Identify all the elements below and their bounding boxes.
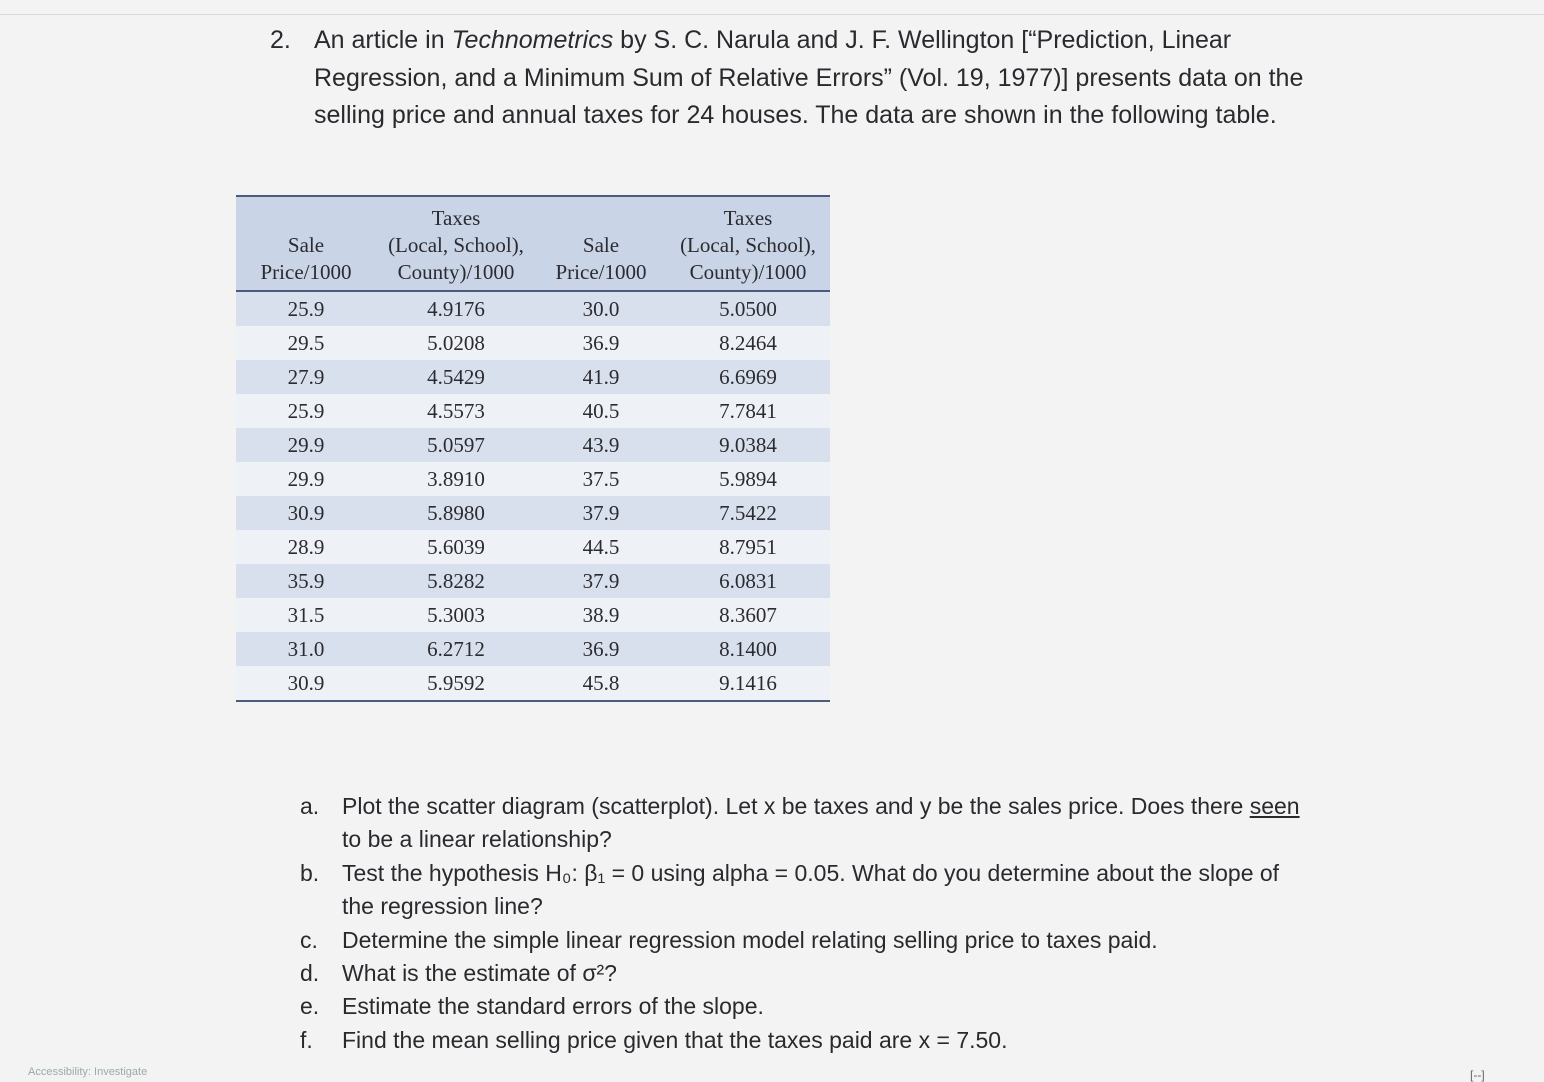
table-cell: 6.0831 bbox=[719, 568, 777, 593]
question-text: Estimate the standard errors of the slope. bbox=[342, 993, 764, 1020]
header-taxes-2 bbox=[666, 196, 830, 291]
table-cell: 4.5573 bbox=[427, 398, 485, 423]
problem-number: 2. bbox=[270, 26, 291, 54]
table-row bbox=[236, 632, 830, 666]
header-line: Sale bbox=[582, 233, 620, 257]
question-label: c. bbox=[300, 926, 318, 953]
table-header-row bbox=[236, 196, 830, 291]
table-cell: 43.9 bbox=[582, 432, 620, 457]
question-label: e. bbox=[300, 993, 320, 1020]
table-cell: 36.9 bbox=[582, 636, 620, 661]
table-row bbox=[236, 428, 830, 462]
table-cell: 5.6039 bbox=[427, 534, 485, 559]
header-line: Taxes bbox=[431, 206, 481, 230]
corner-bracket-icon: [--] bbox=[1470, 1068, 1485, 1082]
question-item bbox=[300, 857, 1300, 924]
header-sale-price-2 bbox=[536, 196, 666, 291]
table-cell: 6.2712 bbox=[427, 636, 485, 661]
table-row bbox=[236, 666, 830, 701]
table-cell: 37.9 bbox=[582, 500, 620, 525]
table-cell: 35.9 bbox=[287, 568, 325, 593]
table-cell: 27.9 bbox=[287, 364, 325, 389]
table-cell: 5.3003 bbox=[427, 602, 485, 627]
question-text: Determine the simple linear regression model relating selling price to taxes paid. bbox=[342, 926, 1158, 953]
table-cell: 5.0500 bbox=[719, 296, 777, 321]
intro-text-end: by S. C. Narula and J. F. Wellington [“Prediction, Linear Regression, and a Minimum Sum of Relative Errors” (Vol. 19, 1977)] presents data on the selling price and annual taxes for 24 houses. The data are shown in the following table. bbox=[314, 26, 1304, 129]
intro-text-start: An article in bbox=[314, 26, 452, 54]
house-data-table bbox=[236, 195, 830, 702]
table-cell: 5.8282 bbox=[427, 568, 485, 593]
table-cell: 29.5 bbox=[287, 330, 325, 355]
table-body bbox=[236, 291, 830, 701]
table-cell: 37.5 bbox=[582, 466, 620, 491]
table-row bbox=[236, 326, 830, 360]
table-cell: 9.0384 bbox=[719, 432, 777, 457]
question-underlined-word: seen bbox=[1249, 793, 1300, 819]
table-cell: 5.9592 bbox=[376, 666, 536, 701]
question-item bbox=[300, 1024, 1300, 1057]
question-label: a. bbox=[300, 793, 320, 819]
journal-title: Technometrics bbox=[451, 26, 614, 54]
question-text: Test the hypothesis H₀: β₁ = 0 using alpha = 0.05. What do you determine about the slope of the regression line? bbox=[342, 859, 1280, 920]
question-text: What is the estimate of σ²? bbox=[342, 960, 617, 987]
table-row bbox=[236, 394, 830, 428]
question-item bbox=[300, 990, 1300, 1023]
question-label: d. bbox=[300, 960, 320, 987]
page-top-rule bbox=[0, 14, 1544, 15]
question-label: b. bbox=[300, 859, 320, 886]
table-cell: 25.9 bbox=[287, 398, 325, 423]
header-line: (Local, School), bbox=[680, 233, 816, 257]
table-cell: 6.6969 bbox=[719, 364, 777, 389]
table-cell: 41.9 bbox=[582, 364, 620, 389]
accessibility-status[interactable]: Accessibility: Investigate bbox=[28, 1066, 148, 1078]
header-sale-price-1 bbox=[236, 196, 376, 291]
question-item bbox=[300, 790, 1300, 857]
question-item bbox=[300, 957, 1300, 990]
table-cell: 28.9 bbox=[287, 534, 325, 559]
table-row bbox=[236, 564, 830, 598]
table-cell: 45.8 bbox=[536, 666, 666, 701]
table-cell: 44.5 bbox=[582, 534, 620, 559]
header-line: Taxes bbox=[723, 206, 773, 230]
table-row bbox=[236, 360, 830, 394]
table-cell: 7.7841 bbox=[719, 398, 777, 423]
table-cell: 25.9 bbox=[287, 296, 325, 321]
table-cell: 4.5429 bbox=[427, 364, 485, 389]
table-cell: 9.1416 bbox=[666, 666, 830, 701]
table-cell: 29.9 bbox=[287, 466, 325, 491]
question-text: Plot the scatter diagram (scatterplot). Let x be taxes and y be the sales price. Does there bbox=[342, 793, 1250, 819]
table-cell: 5.8980 bbox=[427, 500, 485, 525]
table-row bbox=[236, 496, 830, 530]
table-cell: 38.9 bbox=[582, 602, 620, 627]
table-cell: 5.0208 bbox=[427, 330, 485, 355]
question-text: Find the mean selling price given that the taxes paid are x = 7.50. bbox=[342, 1026, 1008, 1053]
table-cell: 5.0597 bbox=[427, 432, 485, 457]
table-row bbox=[236, 462, 830, 496]
table-cell: 31.5 bbox=[287, 602, 325, 627]
header-line: County)/1000 bbox=[397, 260, 515, 284]
table-row bbox=[236, 530, 830, 564]
table-cell: 37.9 bbox=[582, 568, 620, 593]
table-cell: 29.9 bbox=[287, 432, 325, 457]
table-cell: 8.1400 bbox=[719, 636, 777, 661]
question-text-end: to be a linear relationship? bbox=[342, 826, 612, 853]
table-cell: 8.7951 bbox=[719, 534, 777, 559]
table-cell: 30.9 bbox=[287, 500, 325, 525]
table-cell: 40.5 bbox=[582, 398, 620, 423]
table-cell: 30.9 bbox=[236, 666, 376, 701]
table-cell: 4.9176 bbox=[427, 296, 485, 321]
table-cell: 36.9 bbox=[582, 330, 620, 355]
question-list bbox=[300, 790, 1300, 1057]
table-cell: 30.0 bbox=[582, 296, 620, 321]
question-label: f. bbox=[300, 1026, 313, 1053]
table-cell: 3.8910 bbox=[427, 466, 485, 491]
question-item bbox=[300, 924, 1300, 957]
table-cell: 7.5422 bbox=[719, 500, 777, 525]
table-cell: 8.2464 bbox=[719, 330, 777, 355]
table-cell: 8.3607 bbox=[719, 602, 777, 627]
data-table-container bbox=[236, 195, 830, 717]
header-line: Price/1000 bbox=[555, 260, 647, 284]
table-cell: 31.0 bbox=[287, 636, 325, 661]
table-row bbox=[236, 291, 830, 326]
table-row bbox=[236, 598, 830, 632]
problem-intro bbox=[314, 22, 1314, 135]
header-line: County)/1000 bbox=[689, 260, 807, 284]
header-line: Sale bbox=[287, 233, 325, 257]
header-taxes-1 bbox=[376, 196, 536, 291]
table-cell: 5.9894 bbox=[719, 466, 777, 491]
header-line: (Local, School), bbox=[388, 233, 524, 257]
header-line: Price/1000 bbox=[260, 260, 352, 284]
